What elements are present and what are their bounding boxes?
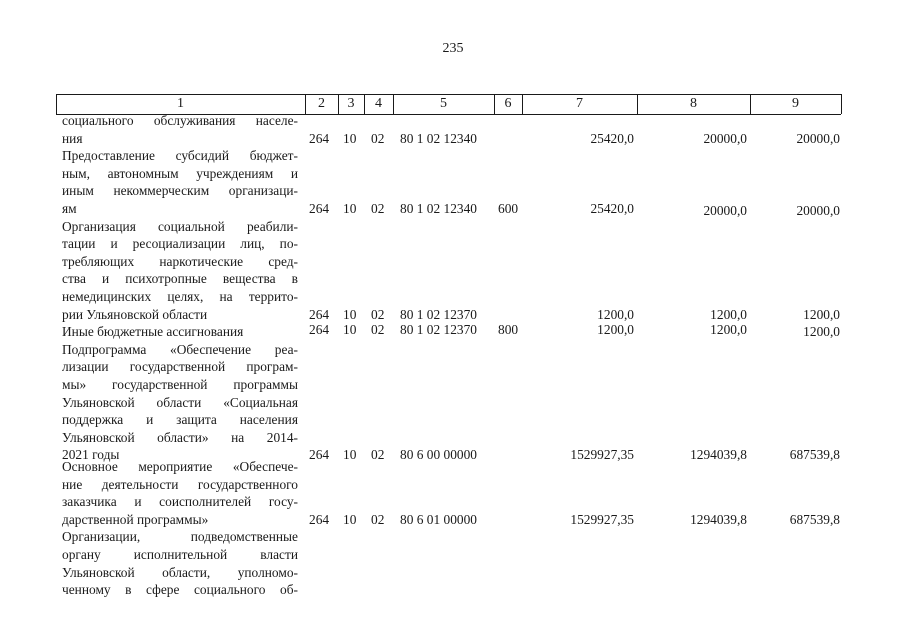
cell-subsection: 02	[371, 201, 385, 216]
cell-ministry: 264	[309, 322, 330, 337]
description-line: Организации, подведомственные	[62, 529, 298, 545]
cell-amount-col7: 1200,0	[597, 306, 634, 322]
cell-target-article: 80 1 02 12370	[400, 306, 477, 322]
description-line: тации и ресоциализации лиц, по-	[62, 236, 298, 252]
cell-amount-col7: 1200,0	[597, 322, 634, 337]
cell-subsection: 02	[371, 130, 385, 146]
cell-amount-col8: 1294039,8	[690, 447, 747, 463]
cell-amount-col9: 687539,8	[789, 447, 840, 463]
cell-target-article: 80 1 02 12340	[400, 130, 477, 146]
description-line: ние деятельности государственного	[62, 476, 298, 492]
cell-section: 10	[343, 447, 357, 463]
cell-section: 10	[343, 130, 357, 146]
description-line: ям	[62, 200, 77, 216]
header-col-5: 5	[440, 96, 447, 111]
cell-expense-type: 800	[498, 322, 519, 337]
cell-amount-col8: 1200,0	[710, 306, 747, 322]
cell-section: 10	[343, 201, 357, 216]
cell-amount-col8: 1200,0	[710, 322, 747, 337]
description-line: заказчика и соисполнителей госу-	[62, 494, 298, 510]
description-line: Подпрограмма «Обеспечение реа-	[62, 341, 298, 357]
row-description	[62, 528, 298, 598]
cell-amount-col9: 687539,8	[789, 511, 840, 527]
cell-amount-col7: 25420,0	[590, 201, 634, 216]
cell-ministry: 264	[309, 201, 330, 216]
cell-amount-col7: 25420,0	[590, 130, 634, 146]
description-line: требляющих наркотические сред-	[62, 253, 298, 269]
cell-expense-type: 600	[498, 201, 519, 216]
header-col-8: 8	[690, 96, 697, 111]
row-description	[62, 458, 298, 528]
row-description	[62, 147, 298, 217]
header-col-4: 4	[375, 96, 382, 111]
header-col-9: 9	[792, 96, 799, 111]
description-line: дарственной программы»	[62, 511, 209, 527]
cell-subsection: 02	[371, 306, 385, 322]
header-col-1: 1	[177, 96, 184, 111]
cell-section: 10	[343, 511, 357, 527]
description-line: рии Ульяновской области	[62, 306, 208, 322]
cell-amount-col9: 20000,0	[796, 203, 840, 218]
row-description	[62, 218, 298, 324]
cell-ministry: 264	[309, 130, 330, 146]
cell-target-article: 80 6 01 00000	[400, 511, 477, 527]
description-line: социального обслуживания населе-	[62, 113, 298, 128]
header-col-6: 6	[504, 96, 512, 111]
row-description	[62, 341, 298, 464]
description-line: Ульяновской области, уполномо-	[62, 564, 298, 580]
description-line: Ульяновской области» на 2014-	[62, 429, 298, 445]
cell-target-article: 80 1 02 12340	[400, 201, 477, 216]
header-divider	[841, 94, 842, 114]
cell-amount-col8: 1294039,8	[690, 511, 747, 527]
header-col-7: 7	[576, 96, 583, 111]
description-line: ства и психотропные вещества в	[62, 271, 298, 287]
description-line: лизации государственной програм-	[62, 359, 298, 375]
description-line: 2021 годы	[62, 447, 120, 463]
cell-amount-col8: 20000,0	[703, 130, 747, 146]
description-line: Организация социальной реабили-	[62, 218, 298, 234]
cell-section: 10	[343, 322, 357, 337]
cell-ministry: 264	[309, 306, 330, 322]
description-line: поддержка и защита населения	[62, 412, 298, 428]
cell-target-article: 80 1 02 12370	[400, 322, 477, 337]
description-line: Основное мероприятие «Обеспече-	[62, 459, 298, 474]
cell-section: 10	[343, 306, 357, 322]
cell-amount-col8: 20000,0	[703, 203, 747, 218]
cell-subsection: 02	[371, 322, 385, 337]
cell-ministry: 264	[309, 511, 330, 527]
cell-amount-col7: 1529927,35	[570, 511, 634, 527]
description-line: мы» государственной программы	[62, 376, 298, 392]
description-line: иным некоммерческим организаци-	[62, 183, 298, 199]
description-line: немедицинских целях, на террито-	[62, 288, 298, 304]
description-line: Иные бюджетные ассигнования	[62, 324, 244, 340]
cell-amount-col9: 1200,0	[803, 306, 840, 322]
description-line: Предоставление субсидий бюджет-	[62, 148, 298, 164]
cell-ministry: 264	[309, 447, 330, 463]
description-line: Ульяновской области «Социальная	[62, 394, 298, 410]
cell-subsection: 02	[371, 511, 385, 527]
row-description	[62, 112, 298, 147]
page-number: 235	[442, 41, 464, 56]
description-line: ным, автономным учреждениям и	[62, 165, 298, 181]
description-line: ния	[62, 130, 83, 146]
cell-amount-col9: 20000,0	[796, 130, 840, 146]
header-col-3: 3	[347, 96, 355, 111]
cell-subsection: 02	[371, 447, 385, 463]
description-line: органу исполнительной власти	[62, 546, 298, 562]
cell-amount-col9: 1200,0	[803, 324, 840, 339]
cell-amount-col7: 1529927,35	[570, 447, 634, 463]
description-line: ченному в сфере социального об-	[62, 582, 298, 598]
header-col-2: 2	[318, 96, 325, 111]
row-description	[62, 323, 298, 341]
cell-target-article: 80 6 00 00000	[400, 447, 477, 463]
